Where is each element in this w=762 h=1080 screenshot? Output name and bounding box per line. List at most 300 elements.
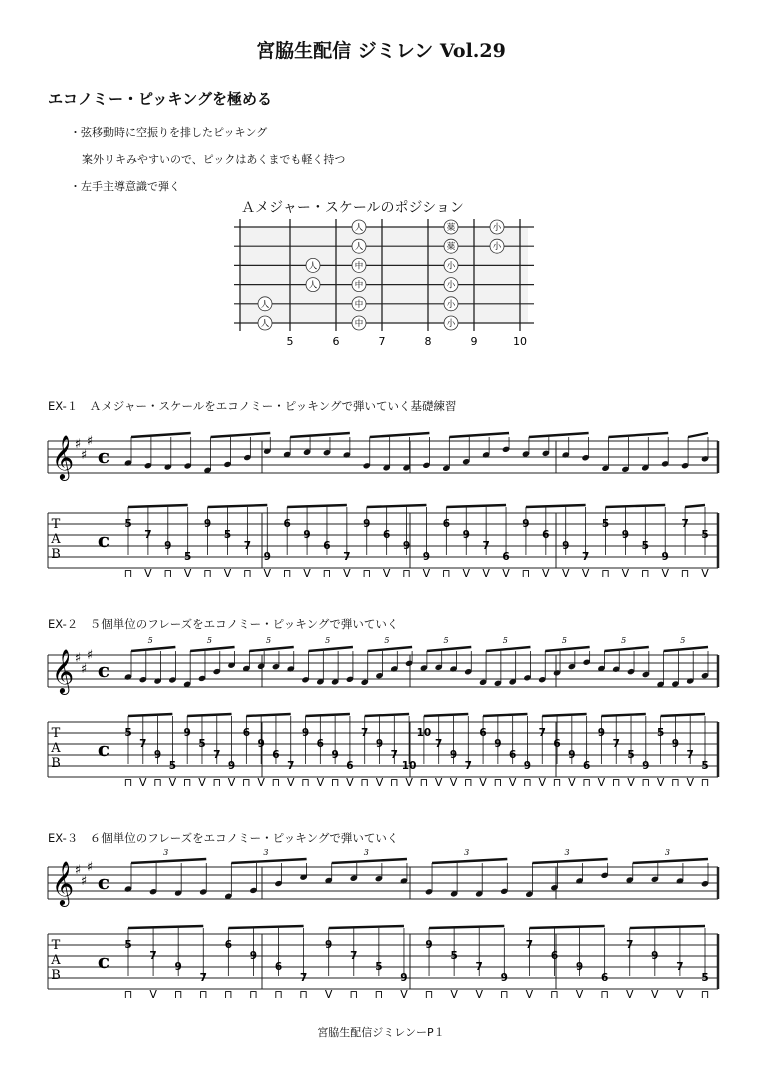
upstroke-icon: V — [502, 567, 510, 580]
tab-fret-number: 9 — [523, 760, 532, 772]
tab-fret-number: 5 — [450, 950, 458, 962]
sharp-icon: ♯ — [74, 651, 82, 666]
tab-fret-number: 7 — [343, 551, 351, 563]
ex1-label: EX-１ Ａメジャー・スケールをエコノミー・ピッキングで弾いていく基礎練習 — [48, 399, 457, 413]
tab-fret-number: 9 — [449, 749, 458, 761]
upstroke-icon: V — [561, 567, 570, 580]
staff-beam — [545, 647, 589, 651]
staff-beam — [309, 647, 353, 651]
upstroke-icon: V — [183, 567, 192, 580]
tab-beam — [306, 714, 350, 716]
upstroke-icon: V — [597, 776, 606, 789]
upstroke-icon: V — [286, 776, 295, 789]
time-signature: c — [97, 658, 111, 682]
tab-label: T — [51, 726, 61, 741]
downstroke-icon: ⊓ — [212, 776, 222, 789]
tuplet-marker: 3 — [263, 848, 269, 857]
tab-fret-number: 7 — [482, 540, 490, 552]
note-2: 案外リキみやすいので、ピックはあくまでも軽く持つ — [82, 153, 346, 166]
ex2-label: EX-２ ５個単位のフレーズをエコノミー・ピッキングで弾いていく — [48, 617, 399, 631]
tab-fret-number: 6 — [382, 529, 391, 541]
tab-fret-number: 9 — [500, 972, 508, 984]
tab-beam — [365, 714, 409, 716]
downstroke-icon: ⊓ — [700, 988, 710, 1001]
finger-label: 人 — [260, 319, 270, 329]
downstroke-icon: ⊓ — [442, 567, 451, 580]
upstroke-icon: V — [375, 776, 384, 789]
sharp-icon: ♯ — [80, 874, 88, 889]
tab-fret-number: 9 — [174, 961, 182, 973]
tab-beam — [128, 505, 188, 507]
tab-fret-number: 7 — [464, 760, 472, 772]
downstroke-icon: ⊓ — [500, 988, 509, 1001]
sharp-icon: ♯ — [86, 648, 94, 663]
upstroke-icon: V — [316, 776, 325, 789]
downstroke-icon: ⊓ — [203, 567, 212, 580]
staff-beam — [370, 433, 430, 437]
upstroke-icon: V — [346, 776, 354, 789]
downstroke-icon: ⊓ — [523, 776, 532, 789]
tab-fret-number: 7 — [475, 961, 483, 973]
downstroke-icon: ⊓ — [419, 776, 429, 789]
tab-beam — [187, 714, 231, 716]
fret-label: 10 — [513, 335, 527, 348]
upstroke-icon: V — [149, 988, 157, 1001]
tuplet-marker: 3 — [564, 848, 570, 857]
tab-fret-number: 9 — [363, 518, 371, 530]
tab-label: A — [51, 741, 61, 756]
upstroke-icon: V — [343, 567, 351, 580]
tab-fret-number: 6 — [442, 518, 451, 530]
downstroke-icon: ⊓ — [271, 776, 281, 789]
tuplet-marker: 5 — [621, 636, 627, 645]
tab-fret-number: 7 — [686, 749, 694, 761]
tab-label: B — [51, 968, 61, 983]
sharp-icon: ♯ — [86, 434, 94, 449]
treble-clef-icon: 𝄞 — [51, 861, 75, 905]
time-signature: c — [97, 444, 111, 468]
fret-label: 6 — [332, 335, 340, 348]
downstroke-icon: ⊓ — [463, 776, 473, 789]
tab-fret-number: 5 — [223, 529, 232, 541]
tab-fret-number: 7 — [626, 939, 634, 951]
tab-fret-number: 6 — [272, 749, 280, 761]
upstroke-icon: V — [462, 567, 471, 580]
upstroke-icon: V — [482, 567, 490, 580]
downstroke-icon: ⊓ — [330, 776, 340, 789]
upstroke-icon: V — [263, 567, 272, 580]
downstroke-icon: ⊓ — [680, 567, 690, 580]
tuplet-marker: 5 — [443, 636, 449, 645]
tab-fret-number: 9 — [183, 727, 191, 739]
tab-fret-number: 7 — [149, 950, 157, 962]
tab-fret-number: 9 — [301, 727, 310, 739]
tab-beam — [287, 505, 347, 507]
tab-beam — [429, 926, 504, 928]
downstroke-icon: ⊓ — [173, 988, 183, 1001]
downstroke-icon: ⊓ — [362, 567, 372, 580]
finger-label: 小 — [492, 223, 502, 233]
tab-fret-number: 7 — [213, 749, 221, 761]
tab-fret-number: 7 — [390, 749, 398, 761]
staff-beam — [190, 647, 234, 651]
tab-beam — [128, 926, 203, 928]
tab-time-signature: c — [97, 737, 111, 761]
tab-fret-number: 9 — [425, 939, 433, 951]
upstroke-icon: V — [450, 988, 458, 1001]
staff-beam — [131, 859, 206, 863]
tab-beam — [446, 505, 506, 507]
finger-label: 人 — [308, 280, 318, 291]
tab-fret-number: 9 — [164, 540, 172, 552]
tab-fret-number: 5 — [184, 551, 192, 563]
downstroke-icon: ⊓ — [402, 567, 411, 580]
downstroke-icon: ⊓ — [249, 988, 258, 1001]
upstroke-icon: V — [139, 776, 147, 789]
staff-beam — [664, 647, 708, 651]
tuplet-marker: 3 — [664, 848, 670, 857]
downstroke-icon: ⊓ — [242, 776, 251, 789]
staff-beam — [211, 433, 271, 437]
tab-fret-number: 5 — [701, 760, 709, 772]
tuplet-marker: 5 — [384, 636, 390, 645]
tab-fret-number: 6 — [283, 518, 291, 530]
finger-label: 人 — [354, 242, 364, 253]
tab-fret-number: 7 — [525, 939, 534, 951]
tab-label: B — [51, 547, 61, 562]
downstroke-icon: ⊓ — [123, 988, 133, 1001]
upstroke-icon: V — [257, 776, 265, 789]
downstroke-icon: ⊓ — [243, 567, 252, 580]
tab-fret-number: 6 — [600, 972, 609, 984]
upstroke-icon: V — [144, 567, 152, 580]
tab-label: T — [51, 938, 61, 953]
tab-fret-number: 7 — [199, 972, 207, 984]
tab-beam — [606, 505, 666, 507]
downstroke-icon: ⊓ — [123, 567, 133, 580]
tab-label: B — [51, 756, 61, 771]
tab-beam — [424, 714, 468, 716]
finger-label: 小 — [446, 280, 456, 291]
fret-label: 5 — [286, 335, 294, 348]
downstroke-icon: ⊓ — [493, 776, 503, 789]
staff-beam — [529, 433, 589, 437]
staff-beam — [604, 647, 648, 651]
tuplet-marker: 5 — [502, 636, 508, 645]
upstroke-icon: V — [508, 776, 517, 789]
downstroke-icon: ⊓ — [349, 988, 359, 1001]
tab-fret-number: 9 — [422, 551, 431, 563]
tab-fret-number: 7 — [144, 529, 152, 541]
staff-beam — [290, 433, 350, 437]
tab-label: T — [51, 517, 61, 532]
staff-beam — [249, 647, 293, 651]
page-subtitle: エコノミー・ピッキングを極める — [48, 90, 272, 108]
tab-fret-number: 7 — [243, 540, 252, 552]
fretboard-background — [240, 227, 528, 323]
downstroke-icon: ⊓ — [641, 567, 650, 580]
downstroke-icon: ⊓ — [224, 988, 233, 1001]
tuplet-marker: 3 — [363, 848, 369, 857]
downstroke-icon: ⊓ — [552, 776, 562, 789]
tab-label: A — [51, 953, 61, 968]
tab-fret-number: 9 — [257, 738, 265, 750]
tab-fret-number: 6 — [316, 738, 324, 750]
tab-fret-number: 7 — [361, 727, 369, 739]
tab-fret-number: 6 — [553, 738, 561, 750]
sharp-icon: ♯ — [74, 863, 82, 878]
tab-fret-number: 7 — [299, 972, 308, 984]
tab-beam — [329, 926, 404, 928]
tuplet-marker: 3 — [464, 848, 470, 857]
staff-beam — [532, 859, 607, 863]
sharp-icon: ♯ — [80, 662, 88, 677]
fret-label: 9 — [470, 335, 478, 348]
sharp-icon: ♯ — [86, 860, 94, 875]
tab-fret-number: 6 — [242, 727, 251, 739]
staff-beam — [368, 647, 412, 651]
finger-label: 中 — [354, 261, 364, 272]
finger-label: 人 — [354, 223, 364, 233]
upstroke-icon: V — [538, 776, 547, 789]
finger-label: 小 — [446, 261, 456, 272]
upstroke-icon: V — [568, 776, 576, 789]
tab-fret-number: 9 — [522, 518, 530, 530]
downstroke-icon: ⊓ — [374, 988, 384, 1001]
downstroke-icon: ⊓ — [299, 988, 308, 1001]
upstroke-icon: V — [661, 567, 669, 580]
note-1: ・弦移動時に空振りを排したピッキング — [70, 126, 268, 139]
upstroke-icon: V — [303, 567, 311, 580]
downstroke-icon: ⊓ — [123, 776, 133, 789]
staff-beam — [449, 433, 509, 437]
staff-beam — [633, 859, 708, 863]
staff-beam — [332, 859, 407, 863]
fretboard-title: Ａメジャー・スケールのポジション — [241, 200, 464, 216]
finger-label: 人 — [260, 299, 270, 310]
tab-beam — [529, 926, 604, 928]
tab-fret-number: 9 — [203, 518, 212, 530]
treble-clef-icon: 𝄞 — [51, 649, 75, 693]
finger-label: 中 — [354, 280, 364, 291]
page-footer: 宮脇生配信ジミレンーP１ — [317, 1026, 445, 1039]
ex3-label: EX-３ ６個単位のフレーズをエコノミー・ピッキングで弾いていく — [48, 831, 399, 845]
tuplet-marker: 5 — [206, 636, 212, 645]
finger-label: 薬 — [446, 223, 456, 233]
tab-beam — [601, 714, 645, 716]
tab-fret-number: 6 — [346, 760, 354, 772]
tab-fret-number: 9 — [494, 738, 502, 750]
staff-beam — [688, 433, 708, 437]
treble-clef-icon: 𝄞 — [51, 435, 75, 479]
upstroke-icon: V — [479, 776, 487, 789]
downstroke-icon: ⊓ — [360, 776, 370, 789]
sharp-icon: ♯ — [80, 448, 88, 463]
upstroke-icon: V — [627, 776, 635, 789]
tuplet-marker: 5 — [325, 636, 331, 645]
upstroke-icon: V — [382, 567, 391, 580]
finger-label: 人 — [308, 261, 318, 272]
tab-beam — [128, 714, 172, 716]
tab-fret-number: 5 — [375, 961, 383, 973]
tab-fret-number: 6 — [274, 961, 283, 973]
tab-fret-number: 7 — [676, 961, 684, 973]
downstroke-icon: ⊓ — [198, 988, 208, 1001]
tab-fret-number: 10 — [401, 760, 417, 772]
tab-time-signature: c — [97, 528, 111, 552]
tuplet-marker: 5 — [147, 636, 153, 645]
staff-beam — [486, 647, 530, 651]
time-signature: c — [97, 870, 111, 894]
sharp-icon: ♯ — [74, 437, 82, 452]
tab-beam — [542, 714, 586, 716]
tab-fret-number: 6 — [509, 749, 517, 761]
downstroke-icon: ⊓ — [521, 567, 531, 580]
tab-fret-number: 5 — [701, 529, 709, 541]
tab-fret-number: 9 — [402, 540, 411, 552]
tab-fret-number: 6 — [550, 950, 559, 962]
upstroke-icon: V — [223, 567, 232, 580]
tab-fret-number: 7 — [538, 727, 546, 739]
downstroke-icon: ⊓ — [301, 776, 310, 789]
downstroke-icon: ⊓ — [153, 776, 162, 789]
tab-beam — [483, 714, 527, 716]
tab-beam — [526, 505, 586, 507]
tab-fret-number: 9 — [621, 529, 630, 541]
tab-fret-number: 9 — [462, 529, 470, 541]
tab-fret-number: 9 — [400, 972, 408, 984]
tab-beam — [246, 714, 290, 716]
tab-fret-number: 7 — [435, 738, 443, 750]
finger-label: 中 — [354, 299, 364, 310]
tuplet-marker: 5 — [266, 636, 272, 645]
tab-fret-number: 7 — [612, 738, 620, 750]
finger-label: 小 — [492, 242, 502, 253]
staff-beam — [131, 433, 191, 437]
tab-time-signature: c — [97, 949, 111, 973]
tab-fret-number: 9 — [325, 939, 333, 951]
downstroke-icon: ⊓ — [550, 988, 559, 1001]
tab-fret-number: 5 — [198, 738, 206, 750]
tab-fret-number: 9 — [303, 529, 311, 541]
tab-fret-number: 5 — [124, 518, 132, 530]
tab-fret-number: 7 — [581, 551, 590, 563]
tuplet-marker: 3 — [163, 848, 169, 857]
downstroke-icon: ⊓ — [163, 567, 173, 580]
downstroke-icon: ⊓ — [582, 776, 591, 789]
upstroke-icon: V — [651, 988, 659, 1001]
upstroke-icon: V — [434, 776, 443, 789]
tab-fret-number: 9 — [375, 738, 384, 750]
tab-beam — [685, 505, 705, 507]
upstroke-icon: V — [676, 988, 684, 1001]
staff-beam — [609, 433, 669, 437]
tab-fret-number: 5 — [656, 727, 665, 739]
downstroke-icon: ⊓ — [182, 776, 192, 789]
downstroke-icon: ⊓ — [274, 988, 283, 1001]
tab-fret-number: 7 — [350, 950, 358, 962]
staff-beam — [131, 647, 175, 651]
tab-fret-number: 10 — [416, 727, 432, 739]
upstroke-icon: V — [575, 988, 584, 1001]
tab-fret-number: 9 — [331, 749, 339, 761]
downstroke-icon: ⊓ — [282, 567, 292, 580]
finger-label: 中 — [354, 319, 364, 329]
tab-fret-number: 9 — [597, 727, 606, 739]
tab-fret-number: 6 — [542, 529, 550, 541]
staff-beam — [231, 859, 306, 863]
finger-label: 小 — [446, 299, 456, 310]
tab-label: A — [51, 532, 61, 547]
tab-fret-number: 9 — [651, 950, 659, 962]
downstroke-icon: ⊓ — [700, 776, 710, 789]
upstroke-icon: V — [422, 567, 431, 580]
downstroke-icon: ⊓ — [322, 567, 332, 580]
tab-fret-number: 6 — [224, 939, 233, 951]
downstroke-icon: ⊓ — [600, 988, 609, 1001]
tab-beam — [208, 505, 268, 507]
upstroke-icon: V — [542, 567, 550, 580]
tab-beam — [630, 926, 705, 928]
tab-fret-number: 5 — [601, 518, 610, 530]
tab-fret-number: 9 — [249, 950, 258, 962]
tab-fret-number: 9 — [153, 749, 162, 761]
page-title: 宮脇生配信 ジミレン Vol.29 — [256, 40, 506, 62]
downstroke-icon: ⊓ — [390, 776, 399, 789]
tuplet-marker: 5 — [561, 636, 567, 645]
fret-label: 8 — [424, 335, 432, 348]
tab-fret-number: 9 — [671, 738, 680, 750]
tab-fret-number: 5 — [124, 939, 132, 951]
upstroke-icon: V — [525, 988, 534, 1001]
tab-fret-number: 6 — [323, 540, 331, 552]
tab-fret-number: 9 — [562, 540, 570, 552]
tab-fret-number: 9 — [575, 961, 584, 973]
tab-fret-number: 9 — [568, 749, 576, 761]
staff-beam — [432, 859, 507, 863]
upstroke-icon: V — [686, 776, 694, 789]
upstroke-icon: V — [625, 988, 634, 1001]
tab-beam — [367, 505, 427, 507]
tab-fret-number: 6 — [582, 760, 591, 772]
upstroke-icon: V — [168, 776, 177, 789]
finger-label: 薬 — [446, 242, 456, 253]
upstroke-icon: V — [324, 988, 333, 1001]
upstroke-icon: V — [405, 776, 413, 789]
upstroke-icon: V — [656, 776, 665, 789]
tab-fret-number: 6 — [502, 551, 510, 563]
tab-fret-number: 6 — [479, 727, 487, 739]
tab-fret-number: 5 — [627, 749, 635, 761]
tuplet-marker: 5 — [680, 636, 686, 645]
downstroke-icon: ⊓ — [671, 776, 680, 789]
tab-fret-number: 5 — [701, 972, 709, 984]
tab-beam — [661, 714, 705, 716]
upstroke-icon: V — [581, 567, 590, 580]
upstroke-icon: V — [227, 776, 236, 789]
tab-fret-number: 7 — [681, 518, 689, 530]
upstroke-icon: V — [400, 988, 408, 1001]
upstroke-icon: V — [198, 776, 206, 789]
tab-fret-number: 7 — [287, 760, 295, 772]
finger-label: 小 — [446, 319, 456, 329]
tab-fret-number: 9 — [642, 760, 650, 772]
tab-fret-number: 9 — [263, 551, 271, 563]
downstroke-icon: ⊓ — [641, 776, 651, 789]
downstroke-icon: ⊓ — [424, 988, 434, 1001]
tab-fret-number: 5 — [641, 540, 649, 552]
tab-fret-number: 7 — [139, 738, 147, 750]
